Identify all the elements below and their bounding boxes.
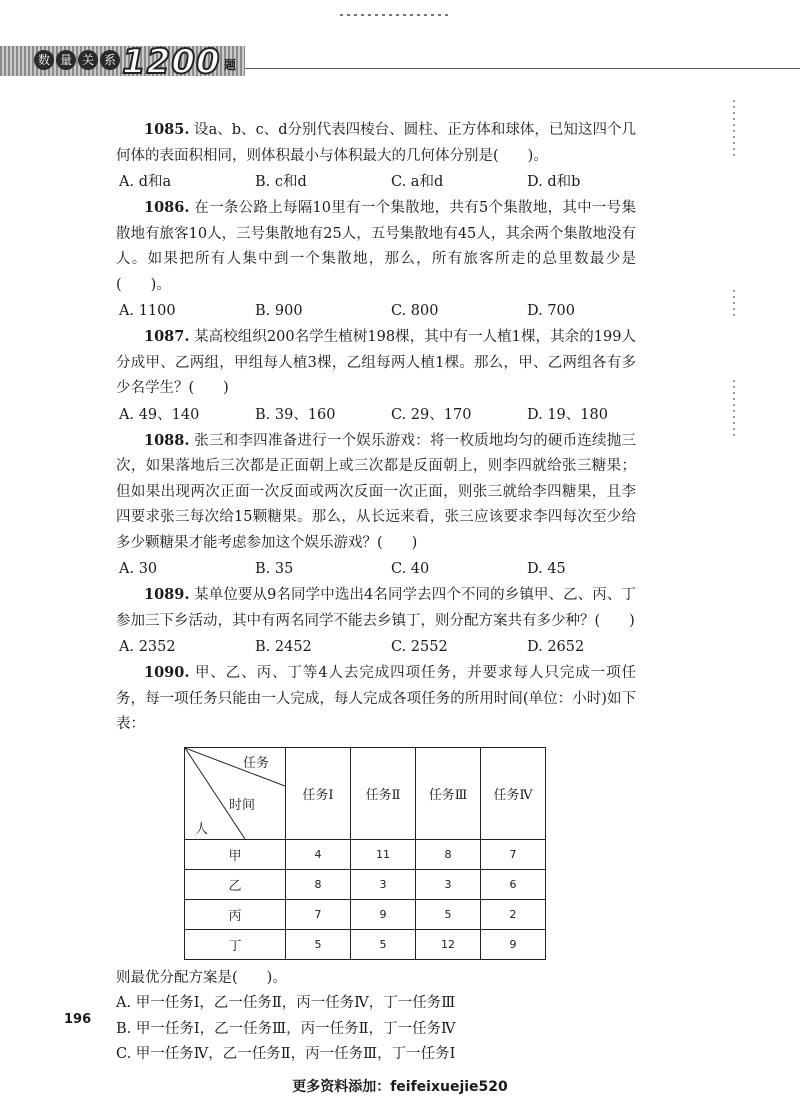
table-cell: 3: [416, 869, 481, 899]
series-suffix: 题: [224, 58, 237, 72]
question-number: 1086.: [144, 199, 190, 216]
table-cell: 8: [416, 839, 481, 869]
edge-mark: [733, 290, 735, 320]
table-cell: 11: [351, 839, 416, 869]
option-a: A. 甲一任务Ⅰ，乙一任务Ⅱ，丙一任务Ⅳ，丁一任务Ⅲ: [116, 995, 456, 1011]
page-number: 196: [64, 1012, 92, 1027]
table-cell: 8: [286, 869, 351, 899]
question-list: [116, 117, 636, 1068]
series-number: 1200: [122, 42, 221, 82]
options-1087: [116, 402, 636, 428]
edge-mark: [733, 380, 735, 440]
option-c: C. 40: [391, 561, 430, 577]
question-text: 某高校组织200名学生植树198棵，其中有一人植1棵，其余的199人分成甲、乙两组，甲组每人植3棵，乙组每两人植1棵。那么，甲、乙两组各有多少名学生？( ): [116, 329, 636, 396]
table-cell: 9: [351, 899, 416, 929]
question-text: 设a、b、c、d分别代表四棱台、圆柱、正方体和球体，已知这四个几何体的表面积相同，则体积最小与体积最大的几何体分别是( )。: [116, 122, 637, 164]
question-number: 1088.: [144, 431, 190, 449]
option-c: C. 800: [391, 303, 439, 319]
option-b: B. 2452: [255, 639, 312, 655]
question-text: 在一条公路上每隔10里有一个集散地，共有5个集散地，其中一号集散地有旅客10人，三号集散地有25人，五号集散地有45人，其余两个集散地没有人。如果把所有人集中到一个集散地，那么，所有旅客所走的总里数最少是( )。: [116, 200, 636, 293]
option-a: A. 30: [119, 561, 158, 577]
task-time-table: [184, 747, 546, 960]
table-cell: 2: [481, 899, 546, 929]
option-d: D. 19、180: [527, 406, 608, 423]
option-d: D. 45: [527, 561, 566, 577]
question-number: 1090.: [144, 664, 190, 681]
question-number: 1089.: [144, 586, 190, 603]
table-cell: 5: [351, 929, 416, 959]
option-b: B. 35: [255, 561, 294, 577]
question-number: 1087.: [144, 328, 190, 345]
option-c: C. 2552: [391, 639, 448, 655]
row-person: 乙: [185, 869, 286, 899]
table-cell: 6: [481, 869, 546, 899]
option-c: C. a和d: [391, 174, 444, 190]
table-cell: 9: [481, 929, 546, 959]
table-row: [185, 899, 546, 929]
table-cell: 3: [351, 869, 416, 899]
option-a: A. 1100: [119, 303, 176, 319]
table-cell: 7: [481, 839, 546, 869]
option-b: B. c和d: [255, 174, 307, 190]
header-banner: [0, 38, 800, 84]
table-cell: 5: [286, 929, 351, 959]
question-1088: [116, 428, 636, 557]
option-a: A. d和a: [119, 174, 172, 190]
question-text: 张三和李四准备进行一个娱乐游戏：将一枚质地均匀的硬币连续抛三次，如果落地后三次都是正面朝上或三次都是反面朝上，则李四就给张三糖果；但如果出现两次正面一次反面或两次反面一次正面，则张三就给李四糖果，且李四要求张三每次给15颗糖果。那么，从长远来看，张三应该要求李四每次至少给多少颗糖果才能考虑参加这个娱乐游戏？( ): [116, 432, 636, 551]
question-text: 甲、乙、丙、丁等4人去完成四项任务，并要求每人只完成一项任务，每一项任务只能由一人完成，每人完成各项任务的所用时间(单位：小时)如下表：: [116, 665, 637, 732]
option-a: A. 2352: [119, 639, 176, 655]
table-cell: 12: [416, 929, 481, 959]
question-1090: [116, 660, 636, 738]
option-b: B. 甲一任务Ⅰ，乙一任务Ⅲ，丙一任务Ⅱ，丁一任务Ⅳ: [116, 1020, 456, 1037]
option-d: D. 700: [527, 303, 576, 319]
question-1085: [116, 117, 636, 169]
banner-rule: [245, 68, 800, 69]
question-1087: [116, 324, 636, 402]
row-person: 甲: [185, 839, 286, 869]
question-text: 某单位要从9名同学中选出4名同学去四个不同的乡镇甲、乙、丙、丁参加三下乡活动，其中有两名同学不能去乡镇丁，则分配方案共有多少种？( ): [116, 587, 637, 629]
series-char: 数: [34, 50, 54, 70]
option-b: B. 900: [255, 303, 303, 319]
option-c: C. 29、170: [391, 406, 472, 423]
column-header: 任务Ⅰ: [286, 747, 351, 839]
edge-mark: [733, 100, 735, 160]
row-person: 丙: [185, 899, 286, 929]
footer-note: 更多资料添加：feifeixuejie520: [292, 1079, 508, 1095]
options-1089: [116, 634, 636, 660]
table-cell: 5: [416, 899, 481, 929]
series-char: 量: [56, 50, 76, 70]
options-1086: [116, 298, 636, 324]
table-cell: 7: [286, 899, 351, 929]
table-row: [185, 929, 546, 959]
table-row: [185, 839, 546, 869]
table-corner-cell: [185, 747, 286, 839]
table-cell: 4: [286, 839, 351, 869]
row-person: 丁: [185, 929, 286, 959]
corner-label-person: 人: [195, 821, 209, 837]
question-number: 1085.: [144, 121, 190, 138]
option-a: A. 49、140: [119, 406, 200, 423]
option-c: C. 甲一任务Ⅳ，乙一任务Ⅱ，丙一任务Ⅲ，丁一任务Ⅰ: [116, 1046, 456, 1062]
series-char: 系: [100, 50, 120, 70]
options-1085: [116, 169, 636, 195]
column-header: 任务Ⅳ: [481, 747, 546, 839]
option-d: D. d和b: [527, 174, 581, 190]
question-1090-tail: 则最优分配方案是( )。: [116, 969, 287, 986]
top-dotted-line: [340, 14, 450, 16]
question-1089: [116, 582, 636, 634]
question-1086: [116, 195, 636, 298]
series-char: 关: [78, 50, 98, 70]
option-b: B. 39、160: [255, 406, 336, 423]
options-1088: [116, 556, 636, 582]
column-header: 任务Ⅱ: [351, 747, 416, 839]
corner-label-time: 时间: [229, 797, 256, 813]
table-row: [185, 869, 546, 899]
series-title: [34, 50, 120, 70]
option-d: D. 2652: [527, 639, 585, 655]
table-header-row: [185, 747, 546, 839]
column-header: 任务Ⅲ: [416, 747, 481, 839]
corner-label-task: 任务: [242, 755, 269, 771]
